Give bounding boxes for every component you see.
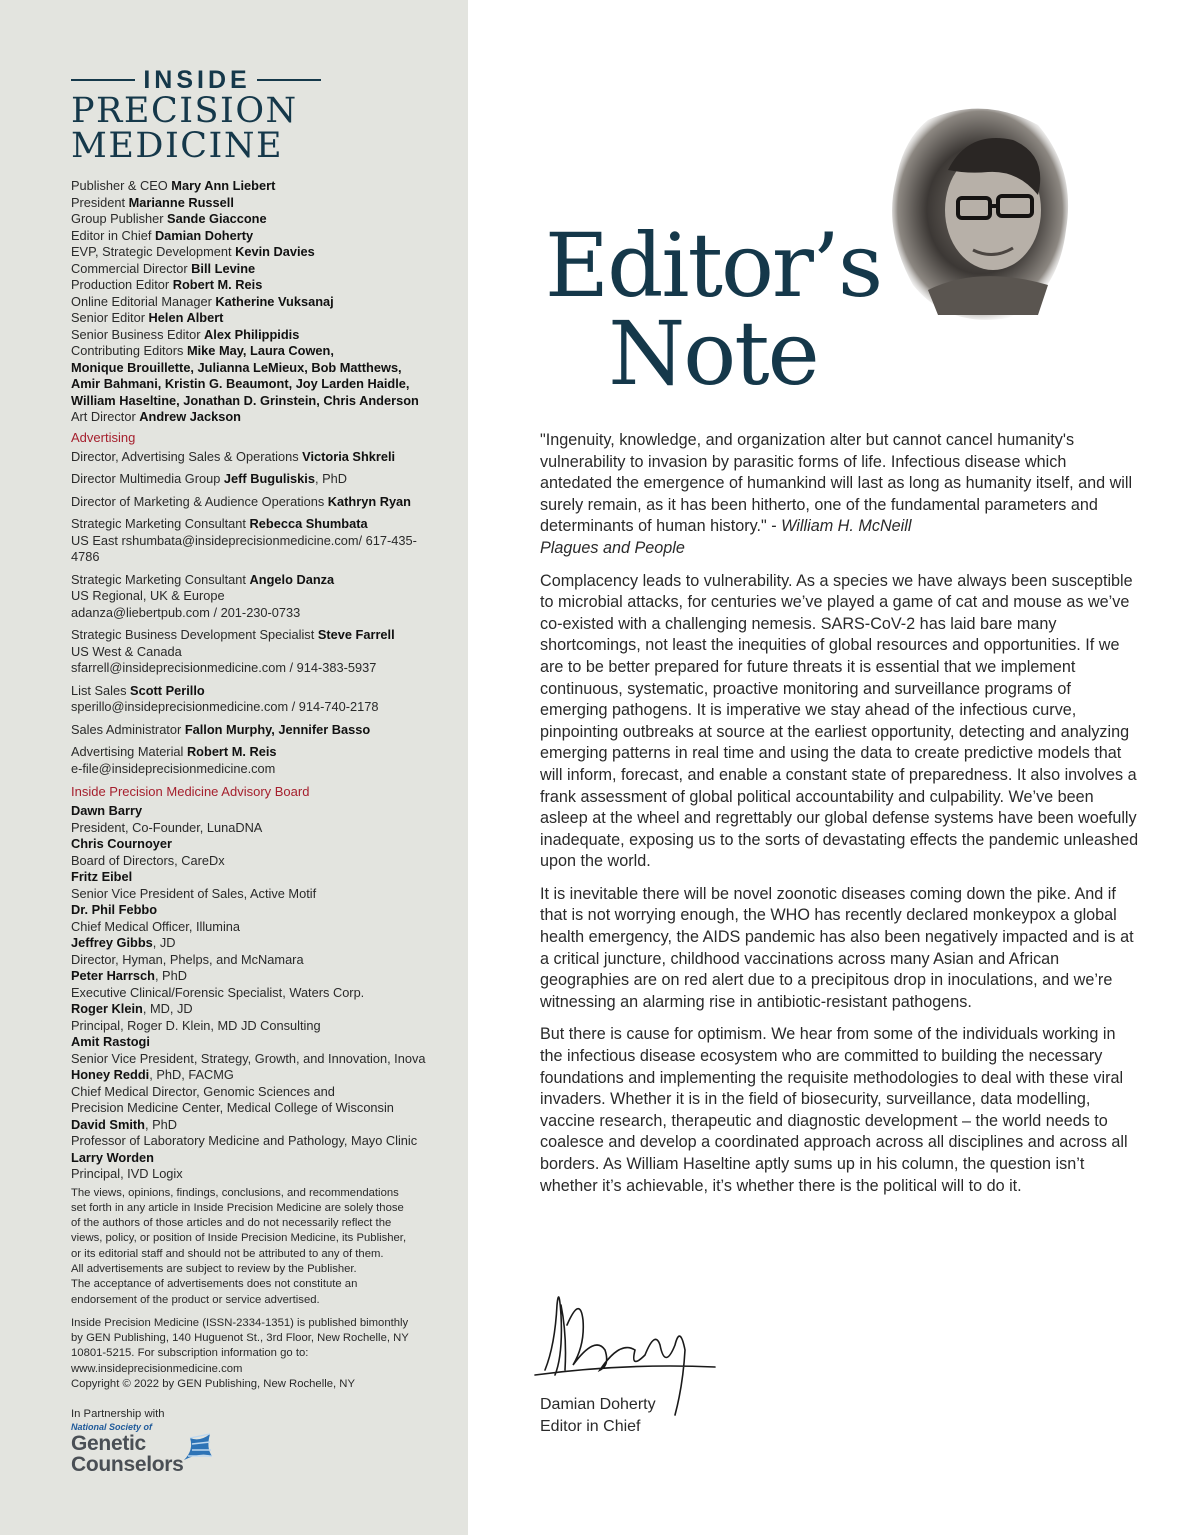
paragraph: But there is cause for optimism. We hear from some of the individuals working in the infectious disease ecosystem who are committed to building the necessary foundations and implementing the requisite methodologies to deal with these viral invaders. Whether it is in the field of biosecurity, surveillance, data modelling, vaccine research, therapeutic and diagnostic development – the world needs to coalesce and develop a coordinated approach across all disciplines and across all borders. As William Haseltine aptly sums up in his column, the question isn’t whether it’s achievable, it’s whether there is the political will to do it. [540, 1025, 1128, 1195]
staff-entry: Art Director Andrew Jackson [71, 409, 241, 424]
contributing-editors: Contributing Editors Mike May, Laura Cowen, [71, 343, 334, 358]
partner-label: In Partnership with [71, 1408, 165, 1421]
signoff-title: Editor in Chief [540, 1417, 641, 1435]
contact-line: sperillo@insideprecisionmedicine.com / 914-740-2178 [71, 699, 379, 714]
staff-entry: Group Publisher Sande Giaccone [71, 211, 267, 226]
contact-line: adanza@liebertpub.com / 201-230-0733 [71, 604, 301, 620]
staff-entry: Senior Business Editor Alex Philippidis [71, 326, 300, 342]
staff-entry: Publisher & CEO Mary Ann Liebert [71, 178, 276, 193]
publication-logo [71, 66, 321, 164]
board-member: Dawn Barry President, Co-Founder, LunaDNA [71, 803, 263, 835]
advertising-entry: Director, Advertising Sales & Operations Victoria Shkreli [71, 448, 396, 464]
logo-rule-right [257, 79, 321, 81]
region-line: US Regional, UK & Europe [71, 588, 225, 603]
staff-list: Publisher & CEO Mary Ann Liebert President Marianne Russell Group Publisher Sande Giaccone Editor in Chief Damian Doherty EVP, Strategic Development Kevin Davies Commercial Director Bill Levine Production Editor Robert M. Reis Online Editorial Manager Katherine Vuksanaj Senior Editor Helen Albert Senior Business Editor Alex Philippidis Contributing Editors Mike May, Laura Cowen, Monique Brouillette, Julianna LeMieux, Bob Matthews, Amir Bahmani, Kristin G. Beaumont, Joy Larden Haidle, William Haseltine, Jonathan D. Grinstein, Chris Anderson Art Director Andrew Jackson Advertising Director, Advertising Sales & Operations Victoria Shkreli Director Multimedia Group Jeff Buguliskis, PhD Director of Marketing & Audience Operations Kathryn Ryan Strategic Marketing Consultant Rebecca Shumbata US East rshumbata@insideprecisionmedicine.com/ 617-435-4786 Strategic Marketing Consultant Angelo Danza US Regional, UK & Europe adanza@liebertpub.com / 201-230-0733 Strategic Business Development Specialist Steve Farrell US West & Canada sfarrell@insideprecisionmedicine.com / 914-383-5937 List Sales Scott Perillo sperillo@insideprecisionmedicine.com / 914-740-2178 Sales Administrator Fallon Murphy, Jennifer Basso Advertising Material Robert M. Reis e-file@insideprecisionmedicine.com Inside Precision Medicine Advisory Board Dawn Barry President, Co-Founder, LunaDNA Chris Cournoyer Board of Directors, CareDx Fritz Eibel Senior Vice President of Sales, Active Motif Dr. Phil Febbo Chief Medical Officer, Illumina Jeffrey Gibbs, JD Director, Hyman, Phelps, and McNamara Peter Harrsch, PhD Executive Clinical/Forensic Specialist, Waters Corp. Roger Klein, MD, JD Principal, Roger D. Klein, MD JD Consulting Amit Rastogi Senior Vice President, Strategy, Growth, and Innovation, Inova Honey Reddi, PhD, FACMG Chief Medical Director, Genomic Sciences and Precision Medicine Center, Medical College of Wisconsin David Smith, PhD Professor of Laboratory Medicine and Pathology, Mayo Clinic Larry Worden Principal, IVD Logix [71, 178, 444, 1183]
board-member: Chris Cournoyer Board of Directors, CareDx [71, 836, 225, 868]
advertising-entry: Strategic Marketing Consultant Angelo Danza US Regional, UK & Europe adanza@liebertpub.com / 201-230-0733 [71, 572, 444, 622]
title-line-1: Editor’s [544, 214, 882, 317]
staff-entry: President Marianne Russell [71, 194, 234, 210]
board-member: Jeffrey Gibbs, JD Director, Hyman, Phelps, and McNamara [71, 935, 304, 967]
contact-line: e-file@insideprecisionmedicine.com [71, 760, 276, 776]
dna-helix-icon [180, 1432, 216, 1462]
board-member: Roger Klein, MD, JD Principal, Roger D. Klein, MD JD Consulting [71, 1001, 321, 1033]
website-link[interactable]: www.insideprecisionmedicine.com [71, 1362, 243, 1375]
advertising-entry: Strategic Business Development Specialist Steve Farrell US West & Canada sfarrell@insideprecisionmedicine.com / 914-383-5937 [71, 627, 444, 677]
paragraph: It is inevitable there will be novel zoonotic diseases coming down the pike. And if that is not worrying enough, the WHO has recently declared monkeypox a global health emergency, the AIDS pandemic has also been negatively impacted and is at a critical juncture, childhood vaccinations across many Asian and African geographies are on red alert due to a precipitous drop in inoculations, and we’re witnessing an alarming rise in antibiotic-resistant pathogens. [540, 884, 1134, 1011]
board-member: David Smith, PhD Professor of Laboratory Medicine and Pathology, Mayo Clinic [71, 1116, 418, 1148]
contact-line: sfarrell@insideprecisionmedicine.com / 914-383-5937 [71, 660, 377, 675]
advertising-entry: Director Multimedia Group Jeff Buguliskis, PhD [71, 471, 347, 486]
contact-line: US East rshumbata@insideprecisionmedicine.com/ 617-435-4786 [71, 532, 417, 564]
advertising-entry: Strategic Marketing Consultant Rebecca Shumbata US East rshumbata@insideprecisionmedicine.com/ 617-435-4786 [71, 516, 444, 566]
board-member: Honey Reddi, PhD, FACMG Chief Medical Director, Genomic Sciences and Precision Medicine Center, Medical College of Wisconsin [71, 1067, 394, 1115]
logo-precision-text: PRECISION [71, 91, 298, 131]
board-member: Dr. Phil Febbo Chief Medical Officer, Illumina [71, 902, 241, 934]
paragraph: Complacency leads to vulnerability. As a species we have always been susceptible to microbial attacks, for centuries we’ve played a game of cat and mouse as we’ve co-existed with a challenging nemesis. SARS-CoV-2 has laid bare many shortcomings, not least the inequities of global resources and opportunities. If we are to be better prepared for future threats it is essential that we implement continuous, systematic, proactive monitoring and surveillance programs of emerging pathogens. It is imperative we stay ahead of the infectious curve, pinpointing outbreaks at source at the earliest opportunity, detecting and analyzing emerging patterns in real time and using the data to create predictive models that will inform, forecast, and enable a constant state of preparedness. It also involves a frank assessment of global political accountability and culpability. We’ve been asleep at the wheel and regrettably our global defense systems have been woefully inadequate, exposing us to the sorts of devastating effects the pandemic unleashed upon the world. [540, 571, 1139, 871]
disclaimer-text: The views, opinions, findings, conclusions, and recommendations set forth in any article in Inside Precision Medicine are solely those of the authors of those articles and do not necessarily reflect the views, policy, or position of Inside Precision Medicine, its Publisher, or its editorial staff and should not be attributed to any of them. All advertisements are subject to review by the Publisher. The acceptance of advertisements does not constitute an endorsement of the product or service advertised. [71, 1186, 407, 1306]
staff-entry: Online Editorial Manager Katherine Vuksanaj [71, 293, 334, 309]
logo-inside-text: INSIDE [143, 66, 251, 94]
advertising-entry: Sales Administrator Fallon Murphy, Jennifer Basso [71, 721, 371, 737]
staff-entry: Production Editor Robert M. Reis [71, 277, 263, 292]
editor-portrait-image [888, 100, 1073, 325]
advertising-entry: Advertising Material Robert M. Reis e-file@insideprecisionmedicine.com [71, 744, 444, 777]
partner-block [71, 1407, 444, 1475]
staff-entry: Commercial Director Bill Levine [71, 260, 256, 276]
logo-rule-left [71, 79, 135, 81]
epigraph: "Ingenuity, knowledge, and organization alter but cannot cancel humanity's vulnerability to invasion by parasitic forms of life. Infectious disease which antedated the emergence of humankind will last as long as humanity itself, and will surely remain, as it has been hitherto, one of the fundamental parameters and determinants of human history." - William H. McNeill Plagues and People [540, 431, 1133, 557]
publication-info: Inside Precision Medicine (ISSN-2334-1351) is published bimonthly by GEN Publishing, 140 Huguenot St., 3rd Floor, New Rochelle, NY 10801-5215. For subscription information go to: www.insideprecisionmedicine.com Copyright © 2022 by GEN Publishing, New Rochelle, NY [71, 1316, 444, 1392]
staff-entry: Editor in Chief Damian Doherty [71, 227, 254, 243]
logo-medicine-text: MEDICINE [71, 126, 284, 166]
advertising-heading: Advertising [71, 429, 136, 445]
board-member: Amit Rastogi Senior Vice President, Strategy, Growth, and Innovation, Inova [71, 1034, 426, 1066]
staff-entry: Senior Editor Helen Albert [71, 310, 224, 325]
nsgc-logo: National Society of Genetic Counselors [71, 1422, 444, 1475]
staff-entry: EVP, Strategic Development Kevin Davies [71, 244, 315, 259]
title-line-2: Note [608, 302, 818, 405]
region-line: US West & Canada [71, 643, 182, 659]
masthead-sidebar [0, 0, 468, 1535]
advisory-board-heading: Inside Precision Medicine Advisory Board [71, 784, 310, 799]
advertising-entry: Director of Marketing & Audience Operations Kathryn Ryan [71, 493, 411, 509]
signoff [540, 1394, 656, 1437]
advertising-entry: List Sales Scott Perillo sperillo@insideprecisionmedicine.com / 914-740-2178 [71, 683, 444, 716]
signoff-name: Damian Doherty [540, 1396, 656, 1413]
article-body [540, 430, 1140, 1208]
page-title [528, 214, 898, 405]
board-member: Larry Worden Principal, IVD Logix [71, 1149, 183, 1181]
board-member: Peter Harrsch, PhD Executive Clinical/Forensic Specialist, Waters Corp. [71, 968, 365, 1000]
board-member: Fritz Eibel Senior Vice President of Sales, Active Motif [71, 869, 317, 901]
